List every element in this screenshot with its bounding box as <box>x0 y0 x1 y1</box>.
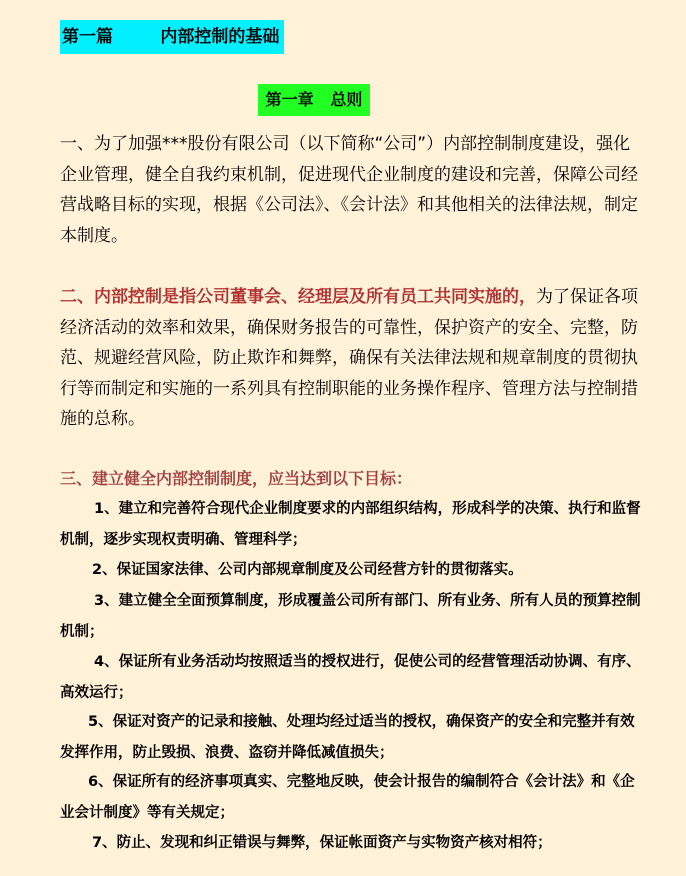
goal-item-2: 2、保证国家法律、公司内部规章制度及公司经营方针的贯彻落实。 <box>92 562 523 578</box>
goal-item-3: 3、建立健全全面预算制度，形成覆盖公司所有部门、所有业务、所有人员的预算控制机制； <box>60 593 641 640</box>
goal-item-5: 5、保证对资产的记录和接触、处理均经过适当的授权，确保资产的安全和完整并有效发挥作用，防止毁损、浪费、盗窃并降低减值损失； <box>60 714 635 761</box>
paragraph-2 <box>60 282 644 435</box>
goal-item-1: 1、建立和完善符合现代企业制度要求的内部组织结构，形成科学的决策、执行和监督机制，逐步实现权责明确、管理科学； <box>60 501 641 548</box>
part-title: 第一篇 内部控制的基础 <box>60 20 284 54</box>
chapter-title: 第一章 总则 <box>258 84 370 116</box>
paragraph-3-heading: 三、建立健全内部控制制度，应当达到以下目标： <box>60 469 413 488</box>
goal-item-4: 4、保证所有业务活动均按照适当的授权进行，促使公司的经营管理活动协调、有序、高效运行； <box>60 654 641 701</box>
paragraph-2-highlight: 二、内部控制是指公司董事会、经理层及所有员工共同实施的， <box>60 287 536 307</box>
paragraph-1: 一、为了加强***股份有限公司（以下简称“公司”）内部控制制度建设，强化企业管理，健全自我约束机制，促进现代企业制度的建设和完善，保障公司经营战略目标的实现，根据《公司法》、《会计法》和其他相关的法律法规，制定本制度。 <box>60 134 638 246</box>
goal-item-6: 6、保证所有的经济事项真实、完整地反映，使会计报告的编制符合《会计法》和《企业会计制度》等有关规定； <box>60 774 635 821</box>
paragraph-2-text: 为了保证各项经济活动的效率和效果，确保财务报告的可靠性，保护资产的安全、完整，防范、规避经营风险，防止欺诈和舞弊，确保有关法律法规和规章制度的贯彻执行等而制定和实施的一系列具有控制职能的业务操作程序、管理方法与控制措施的总称。 <box>60 287 638 429</box>
goal-item-7: 7、防止、发现和纠正错误与舞弊，保证帐面资产与实物资产核对相符； <box>92 835 552 851</box>
